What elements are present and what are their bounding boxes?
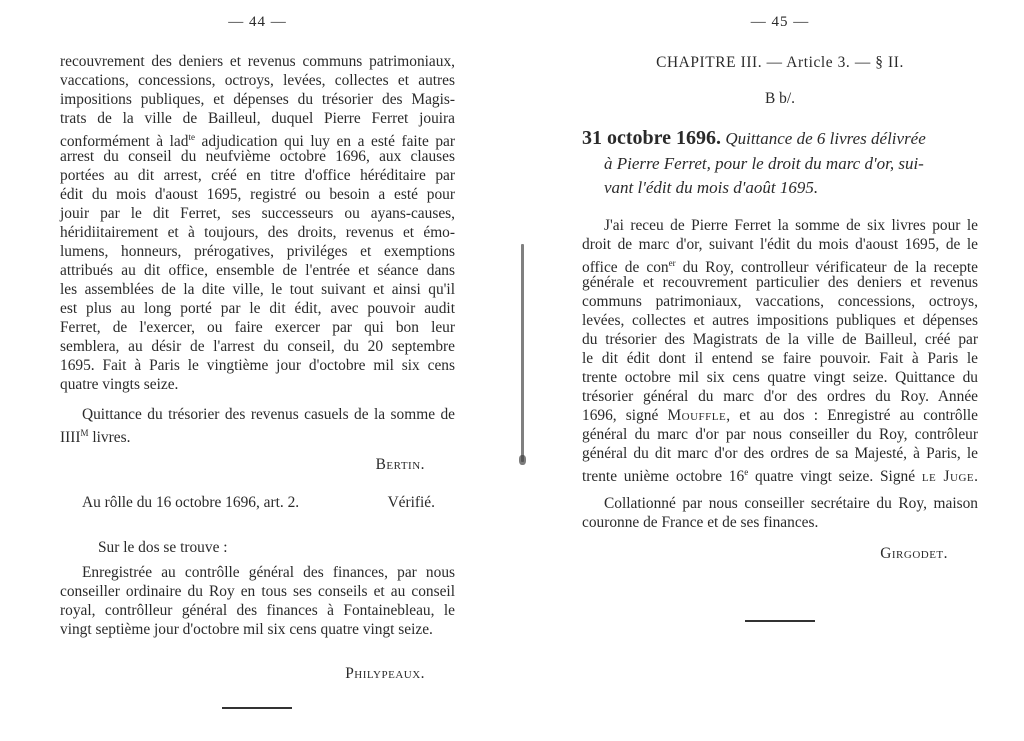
- role-line: Au rôlle du 16 octobre 1696, art. 2.: [82, 494, 300, 511]
- text-line: le dit édit dont il entend se faire pouvoir. Fait à Paris le: [582, 350, 978, 367]
- text-line: trats de la ville de Bailleul, duquel Pierre Ferret jouira: [60, 110, 455, 127]
- text-line: 1695. Fait à Paris le vingtième jour d'octobre mil six cens: [60, 357, 455, 374]
- text-line: général du dit marc d'or des ordres de sa Majesté, à Paris, le: [582, 445, 978, 462]
- document-marker: B b/.: [765, 90, 795, 107]
- text-line: semblera, au désir de l'arrest du conseil, du 20 septembre: [60, 338, 455, 355]
- text-line: Ferret, de l'exercer, ou faire exercer par qui bon leur: [60, 319, 455, 336]
- signature-girgodet: Girgodet.: [880, 545, 948, 562]
- text-line: communs patrimoniaux, vaccations, concessions, octroys,: [582, 293, 978, 310]
- text-line: jouir par le dit Ferret, ses successeurs ou ayans-causes,: [60, 205, 455, 222]
- text-line: lumens, honneurs, prérogatives, priviléges et exemptions: [60, 243, 455, 260]
- text-line: impositions publiques, et dépenses du trésorier des Magis-: [60, 91, 455, 108]
- text-line: les assemblées de la dite ville, le tout suivant et ainsi qu'il: [60, 281, 455, 298]
- verifie-label: Vérifié.: [387, 494, 435, 511]
- text-line: conseiller ordinaire du Roy en tous ses conseils et au conseil: [60, 583, 455, 600]
- binding-thread: [521, 244, 524, 462]
- document-title: 31 octobre 1696. Quittance de 6 livres délivrée: [582, 127, 926, 149]
- end-rule: [222, 707, 292, 709]
- text-line: arrest du conseil du neufvième octobre 1696, aux clauses: [60, 148, 455, 165]
- text-line: héridiitairement et à toujours, des droits, revenus et émo-: [60, 224, 455, 241]
- text-line: conformément à lad$^{te}$ adjudication qui luy en a esté faite par: [60, 132, 455, 151]
- text-line: générale et recouvrement particulier des deniers et revenus: [582, 274, 978, 291]
- signature-bertin: Bertin.: [375, 456, 425, 473]
- text-line: vingt septième jour d'octobre mil six cens quatre vingt seize.: [60, 621, 433, 638]
- text-line: quatre vingts seize.: [60, 376, 179, 393]
- text-line: Quittance du trésorier des revenus casuels de la somme de: [82, 406, 455, 423]
- text-line: attribués au dit office, ensemble de l'entrée et séance dans: [60, 262, 455, 279]
- text-line: J'ai receu de Pierre Ferret la somme de six livres pour le: [604, 217, 978, 234]
- dos-intro: Sur le dos se trouve :: [98, 539, 228, 556]
- text-line: du trésorier des Magistrats de la ville de Bailleul, créé par: [582, 331, 978, 348]
- text-line: $IIII^M$ livres.: [60, 428, 131, 447]
- text-line: portées au dit arrest, créé en titre d'office héréditaire par: [60, 167, 455, 184]
- text-line: royal, contrôlleur général des finances à Fontainebleau, le: [60, 602, 455, 619]
- text-line: édit du mois d'aoust 1695, registré ou besoin a esté pour: [60, 186, 455, 203]
- text-line: recouvrement des deniers et revenus communs patrimoniaux,: [60, 53, 455, 70]
- document-title: vant l'édit du mois d'août 1695.: [604, 178, 819, 197]
- text-line: est plus au long porté par le dit édit, avec pouvoir audit: [60, 300, 455, 317]
- text-line: 1696, signé Mouffle, et au dos : Enregistré au contrôlle: [582, 407, 979, 424]
- left-page: [60, 0, 455, 741]
- right-page: [582, 0, 978, 741]
- binding-knot: [519, 455, 526, 465]
- signature-philypeaux: Philypeaux.: [345, 665, 425, 682]
- chapter-heading: CHAPITRE III. — Article 3. — § II.: [656, 54, 904, 71]
- text-line: droit de marc d'or, suivant l'édit du mois d'aoust 1695, de le: [582, 236, 978, 253]
- text-line: trésorier général du marc d'or des ordres du Roy. Année: [582, 388, 978, 405]
- text-line: couronne de France et de ses finances.: [582, 514, 819, 531]
- text-line: vaccations, concessions, octroys, levées, collectes et autres: [60, 72, 455, 89]
- page-number: — 44 —: [228, 14, 287, 30]
- text-line: office de con$^{er}$ du Roy, controlleur vérificateur de la recepte: [582, 258, 978, 277]
- end-rule: [745, 620, 815, 622]
- text-line: levées, collectes et autres impositions publiques et dépenses: [582, 312, 978, 329]
- text-line: trente octobre mil six cens quatre vingt seize. Quittance du: [582, 369, 978, 386]
- text-line: Enregistrée au contrôlle général des finances, par nous: [82, 564, 455, 581]
- document-title: à Pierre Ferret, pour le droit du marc d'or, sui-: [604, 154, 924, 173]
- text-line: général du marc d'or par nous conseiller du Roy, contrôleur: [582, 426, 978, 443]
- text-line: trente unième octobre 16e quatre vingt seize. Signé le Juge.: [582, 467, 978, 486]
- page-number: — 45 —: [750, 14, 810, 30]
- text-line: Collationné par nous conseiller secrétaire du Roy, maison: [604, 495, 978, 512]
